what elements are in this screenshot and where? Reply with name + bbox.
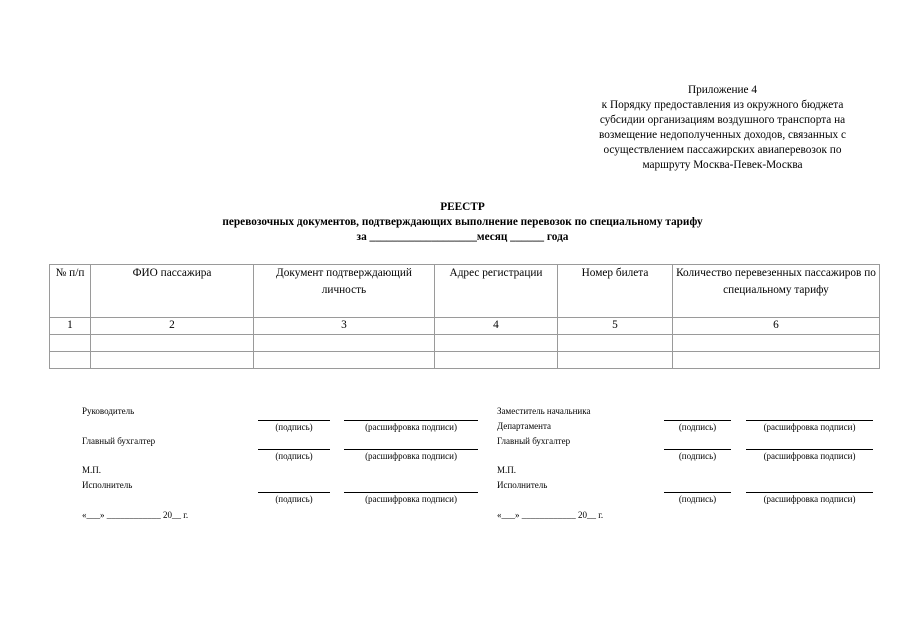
deputy-label: Заместитель начальника xyxy=(497,406,591,416)
table-cell xyxy=(91,352,254,369)
document-period: за ___________________месяц ______ года xyxy=(356,231,569,243)
column-header-passenger-count: Количество перевезенных пассажиров по специальному тарифу xyxy=(673,265,880,318)
column-number-cell: 4 xyxy=(435,318,558,335)
column-header-passenger-name: ФИО пассажира xyxy=(91,265,254,318)
appendix-line: к Порядку предоставления из окружного бюджета xyxy=(601,99,844,111)
signature-decode-line xyxy=(344,420,478,421)
sign-caption: (подпись) xyxy=(678,422,717,432)
signature-decode-line xyxy=(746,492,873,493)
decode-caption: (расшифровка подписи) xyxy=(763,422,856,432)
signature-decode-line xyxy=(344,449,478,450)
document-title: РЕЕСТР xyxy=(440,201,485,213)
manager-label: Руководитель xyxy=(82,406,135,416)
table-cell xyxy=(91,335,254,352)
sign-caption: (подпись) xyxy=(275,422,313,432)
signature-line xyxy=(664,492,731,493)
table-row xyxy=(50,335,880,352)
signature-line xyxy=(664,420,731,421)
table-cell xyxy=(558,352,673,369)
sign-caption: (подпись) xyxy=(678,494,717,504)
column-number-cell: 3 xyxy=(254,318,435,335)
column-header-ticket-number: Номер билета xyxy=(558,265,673,318)
signature-line xyxy=(664,449,731,450)
column-number-cell: 5 xyxy=(558,318,673,335)
appendix-line: возмещение недополученных доходов, связанных с xyxy=(598,129,847,141)
appendix-header xyxy=(570,83,875,173)
decode-caption: (расшифровка подписи) xyxy=(763,451,856,461)
appendix-line: маршруту Москва-Певек-Москва xyxy=(642,159,803,171)
accountant-label: Главный бухгалтер xyxy=(497,436,571,446)
signature-decode-line xyxy=(344,492,478,493)
stamp-label: М.П. xyxy=(497,465,517,475)
decode-caption: (расшифровка подписи) xyxy=(365,451,457,461)
table-cell xyxy=(254,352,435,369)
signature-line xyxy=(258,492,330,493)
column-header-identity-document: Документ подтверждающий личность xyxy=(254,265,435,318)
table-cell xyxy=(435,335,558,352)
table-cell xyxy=(50,335,91,352)
table-row xyxy=(50,318,880,335)
document-subtitle: перевозочных документов, подтверждающих выполнение перевозок по специальному тарифу xyxy=(222,216,703,228)
signature-line xyxy=(258,449,330,450)
column-header-number: № п/п xyxy=(50,265,91,318)
table-cell xyxy=(435,352,558,369)
column-header-registration-address: Адрес регистрации xyxy=(435,265,558,318)
decode-caption: (расшифровка подписи) xyxy=(365,422,457,432)
column-number-cell: 2 xyxy=(91,318,254,335)
signature-line xyxy=(258,420,330,421)
date-line: «___» ____________ 20__ г. xyxy=(497,510,604,520)
registry-table xyxy=(49,264,880,369)
date-line: «___» ____________ 20__ г. xyxy=(82,510,189,520)
appendix-line: Приложение 4 xyxy=(687,84,758,96)
sign-caption: (подпись) xyxy=(275,494,313,504)
column-number-cell: 1 xyxy=(50,318,91,335)
document-title-block xyxy=(60,200,865,245)
appendix-line: субсидии организациям воздушного транспорта на xyxy=(599,114,846,126)
table-header-row xyxy=(50,265,880,318)
decode-caption: (расшифровка подписи) xyxy=(763,494,856,504)
stamp-label: М.П. xyxy=(82,465,102,475)
department-label: Департамента xyxy=(497,421,552,431)
signature-decode-line xyxy=(746,449,873,450)
executor-label: Исполнитель xyxy=(82,480,133,490)
table-row xyxy=(50,352,880,369)
sign-caption: (подпись) xyxy=(678,451,717,461)
signature-decode-line xyxy=(746,420,873,421)
executor-label: Исполнитель xyxy=(497,480,548,490)
table-cell xyxy=(254,335,435,352)
table-cell xyxy=(673,335,880,352)
sign-caption: (подпись) xyxy=(275,451,313,461)
decode-caption: (расшифровка подписи) xyxy=(365,494,457,504)
table-cell xyxy=(673,352,880,369)
appendix-line: осуществлением пассажирских авиаперевозок по xyxy=(603,144,842,156)
accountant-label: Главный бухгалтер xyxy=(82,436,156,446)
table-cell xyxy=(558,335,673,352)
column-number-cell: 6 xyxy=(673,318,880,335)
table-cell xyxy=(50,352,91,369)
